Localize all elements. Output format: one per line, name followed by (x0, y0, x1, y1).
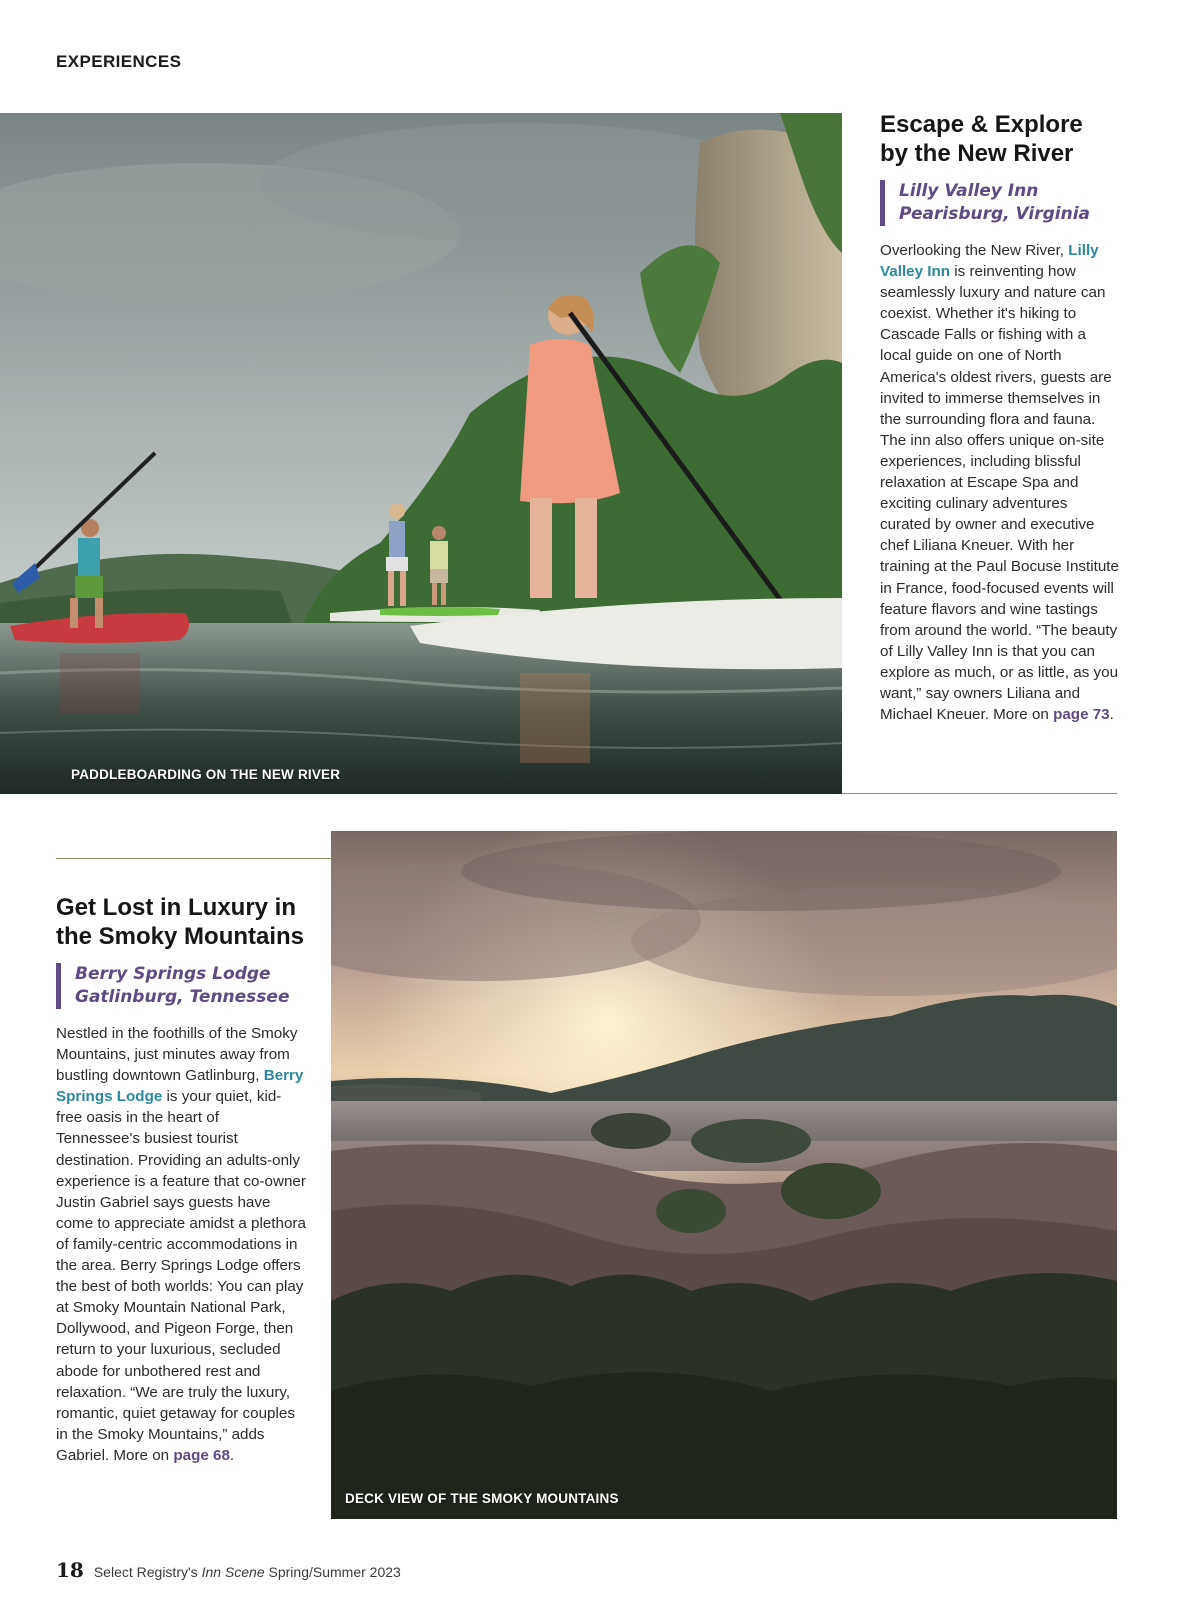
publication-line (94, 1564, 401, 1580)
section-label: EXPERIENCES (56, 52, 182, 71)
headline-line: the Smoky Mountains (56, 923, 305, 950)
headline-line: Get Lost in Luxury in (56, 894, 297, 921)
body-text: . (1109, 706, 1114, 724)
inn-link[interactable]: Berry Springs Lodge (56, 1067, 304, 1106)
inn-name-block (56, 963, 306, 1009)
inn-name-block (880, 180, 1120, 226)
publication-text: Spring/Summer 2023 (264, 1564, 401, 1580)
article-body (56, 1023, 306, 1466)
body-text: . (229, 1446, 235, 1464)
inn-link[interactable]: Lilly Valley Inn (880, 242, 1099, 281)
headline-line: Escape & Explore (880, 111, 1083, 138)
inn-location: Pearisburg, Virginia (899, 204, 1091, 224)
page-footer (56, 1558, 401, 1582)
body-text: is your quiet, kid-free oasis in the heart of Tennessee's busiest tourist destination. Providing an adults-only experience is a feature that co-owner Justin Gabriel says guests have come to appreciate amidst a plethora of family-centric accommodations in the area. Berry Springs Lodge offers the best of both worlds: You can play at Smoky Mountain National Park, Dollywood, and Pigeon Forge, then return to your luxurious, secluded abode for unbothered rest and relaxation. “We are truly the luxury, romantic, quiet getaway for couples in the Smoky Mountains,” adds Gabriel. More on (56, 1088, 306, 1464)
article-berry-springs-lodge (56, 893, 306, 1466)
page-number: 18 (56, 1558, 84, 1582)
paddleboarding-photo (0, 113, 842, 794)
body-text: Overlooking the New River, (880, 242, 1069, 259)
photo-caption: PADDLEBOARDING ON THE NEW RIVER (71, 767, 341, 782)
inn-name: Berry Springs Lodge (75, 964, 271, 984)
divider-rule (56, 858, 331, 859)
inn-location: Gatlinburg, Tennessee (75, 987, 290, 1007)
smoky-mountains-photo (331, 831, 1117, 1519)
page-reference-link[interactable]: page 73 (1053, 706, 1110, 724)
article-body (880, 240, 1120, 725)
publication-title: Inn Scene (201, 1564, 265, 1580)
page-reference-link[interactable]: page 68 (173, 1446, 230, 1464)
inn-name: Lilly Valley Inn (899, 181, 1039, 201)
article-lilly-valley-inn (880, 110, 1120, 725)
photo-caption: DECK VIEW OF THE SMOKY MOUNTAINS (345, 1491, 619, 1506)
divider-rule (842, 793, 1117, 794)
headline-line: by the New River (880, 140, 1074, 167)
publication-text: Select Registry's (93, 1564, 202, 1580)
article-headline (880, 110, 1120, 168)
body-text: is reinventing how seamlessly luxury and nature can coexist. Whether it's hiking to Cascade Falls or fishing with a local guide on one of North America's oldest rivers, guests are invited to immerse themselves in the surrounding flora and fauna. The inn also offers unique on-site experiences, including blissful relaxation at Escape Spa and exciting culinary adventures curated by owner and executive chef Liliana Kneuer. With her training at the Paul Bocuse Institute in France, food-focused events will feature flavors and wine tastings from around the world. “The beauty of Lilly Valley Inn is that you can explore as much, or as little, as you want,” say owners Liliana and Michael Kneuer. More on (880, 263, 1119, 724)
article-headline (56, 893, 306, 951)
body-text: Nestled in the foothills of the Smoky Mountains, just minutes away from bustling downtown Gatlinburg, (56, 1025, 298, 1085)
